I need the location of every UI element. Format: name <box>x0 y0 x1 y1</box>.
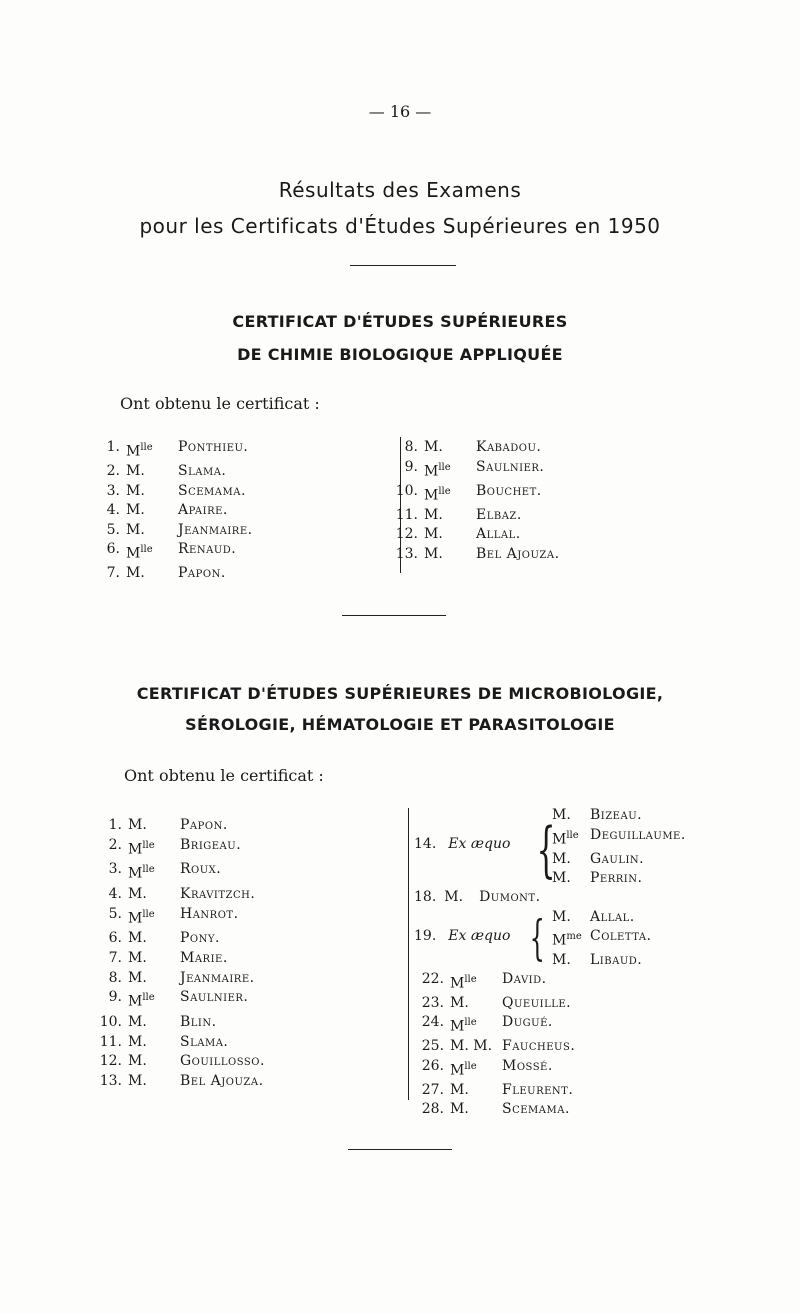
list-item: 10. $M^{lle}$ Bouchet. <box>395 482 542 504</box>
list-item: $M^{lle}$ Deguillaume. <box>552 826 686 848</box>
list-item: 27. M. Fleurent. <box>421 1081 574 1098</box>
list-item: 7. M. Papon. <box>106 565 226 582</box>
exaequo-group: 19. Ex æquo { M. Allal. $M^{me}$ Coletta. M. Libaud. <box>414 908 714 970</box>
section2-heading-line1: CERTIFICAT D'ÉTUDES SUPÉRIEURES DE MICROBIOLOGIE, <box>136 684 664 703</box>
list-item: 7. M. Marie. <box>108 949 228 966</box>
list-item: 1. M. Papon. <box>108 817 228 833</box>
list-item: 2. $M^{lle}$ Brigeau. <box>108 836 242 858</box>
list-item: $M^{me}$ Coletta. <box>552 928 652 949</box>
list-item: 4. M. Apaire. <box>106 502 228 519</box>
section1-heading-line2: DE CHIMIE BIOLOGIQUE APPLIQUÉE <box>237 345 563 364</box>
divider-rule <box>350 265 456 266</box>
list-item: 6. M. Pony. <box>108 929 220 946</box>
list-item: M. Gaulin. <box>552 850 645 867</box>
list-item: 12. M. Allal. <box>395 526 521 543</box>
list-item: 28. M. Scemama. <box>421 1101 570 1118</box>
list-item: M. Perrin. <box>552 870 643 887</box>
list-item: 11. M. Slama. <box>99 1033 229 1050</box>
list-number: 14. <box>414 836 437 852</box>
list-item: M. Bizeau. <box>552 807 643 823</box>
list-item: M. Libaud. <box>552 952 643 969</box>
list-item: 9. $M^{lle}$ Saulnier. <box>404 458 545 480</box>
list-number: 19. <box>414 927 437 944</box>
exaequo-label: Ex æquo <box>448 836 511 852</box>
section1-intro: Ont obtenu le certificat : <box>120 394 320 413</box>
exaequo-group: 14. Ex æquo { M. Bizeau. $M^{lle}$ Deguillaume. M. Gaulin. M. Perrin. <box>414 806 714 886</box>
list-item: 8. M. Kabadou. <box>404 439 542 455</box>
section1-list-left <box>90 438 253 584</box>
section2-heading-line2: SÉROLOGIE, HÉMATOLOGIE ET PARASITOLOGIE <box>185 715 615 734</box>
section1-heading-line1: CERTIFICAT D'ÉTUDES SUPÉRIEURES <box>232 312 568 331</box>
list-item: 2. M. Slama. <box>106 463 227 480</box>
page-title-line1: Résultats des Examens <box>278 178 522 202</box>
list-item: 13. M. Bel Ajouza. <box>395 545 560 562</box>
list-item: 11. M. Elbaz. <box>395 506 522 523</box>
list-item: 1. $M^{lle}$ Ponthieu. <box>106 439 249 460</box>
list-item: 23. M. Queuille. <box>421 994 572 1011</box>
list-item: 26. $M^{lle}$ Mossé. <box>421 1057 553 1079</box>
list-item: M. Allal. <box>552 908 635 925</box>
list-item: 13. M. Bel Ajouza. <box>99 1073 264 1090</box>
column-divider <box>408 808 409 1100</box>
section2-list-right <box>414 806 714 1120</box>
list-item: 3. $M^{lle}$ Roux. <box>108 861 222 882</box>
list-item: 22. $M^{lle}$ David. <box>421 970 547 992</box>
list-item: 10. M. Blin. <box>99 1013 217 1030</box>
divider-rule <box>342 615 446 616</box>
list-item: 24. $M^{lle}$ Dugué. <box>421 1014 553 1035</box>
exaequo-label: Ex æquo <box>448 927 511 944</box>
section1-list-right <box>388 438 560 564</box>
list-item: 5. M. Jeanmaire. <box>106 521 253 538</box>
list-item: 3. M. Scemama. <box>106 482 246 499</box>
divider-rule <box>348 1149 452 1150</box>
list-item: 25. M. M. Faucheus. <box>421 1038 576 1055</box>
list-item: 12. M. Gouillosso. <box>99 1053 265 1070</box>
section2-intro: Ont obtenu le certificat : <box>124 766 324 785</box>
list-item: 8. M. Jeanmaire. <box>108 969 255 986</box>
list-item: 9. $M^{lle}$ Saulnier. <box>108 989 249 1010</box>
list-item: 18. M. Dumont. <box>414 889 541 905</box>
section2-list-left <box>92 816 265 1092</box>
list-item: 5. $M^{lle}$ Hanrot. <box>108 905 239 927</box>
list-item: 6. $M^{lle}$ Renaud. <box>106 541 237 562</box>
page-title-line2: pour les Certificats d'Études Supérieures en 1950 <box>139 214 661 238</box>
page-number: — 16 — <box>368 102 432 121</box>
list-item: 4. M. Kravitzch. <box>108 885 256 902</box>
